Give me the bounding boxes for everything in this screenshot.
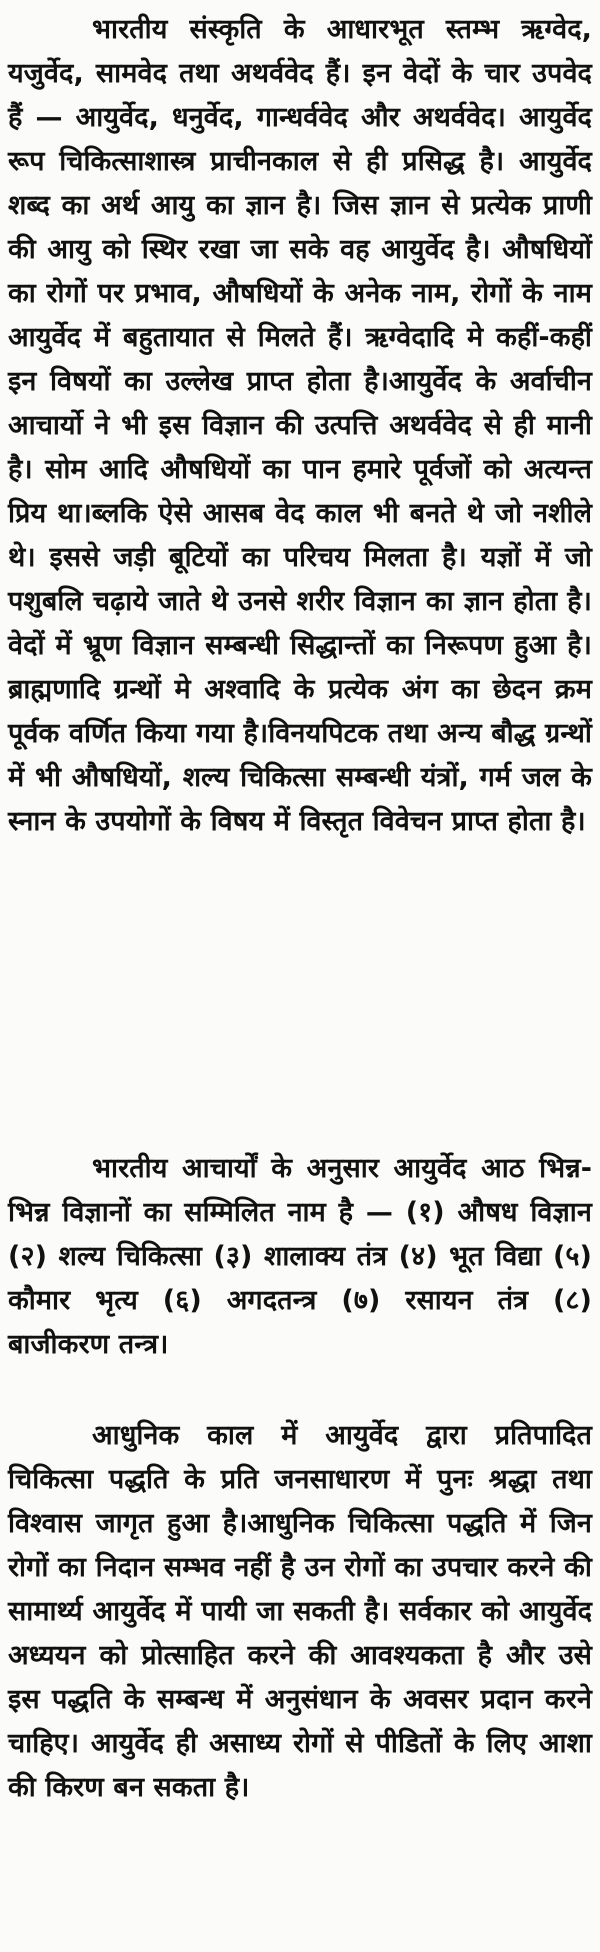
paragraph-ayurveda-origin: भारतीय संस्कृति के आधारभूत स्तम्भ ऋग्वेद, यजुर्वेद, सामवेद तथा अथर्ववेद हैं। इन वेदों के चार उपवेद हैं — आयुर्वेद, धनुर्वेद, गान्धर्ववेद और अथर्ववेद। आयुर्वेद रूप चिकित्साशास्त्र प्राचीनकाल से ही प्रसिद्ध है। आयुर्वेद शब्द का अर्थ आयु का ज्ञान है। जिस ज्ञान से प्रत्येक प्राणी की आयु को स्थिर रखा जा सके वह आयुर्वेद है। औषधियों का रोगों पर प्रभाव, औषधियों के अनेक नाम, रोगों के नाम आयुर्वेद में बहुतायात से मिलते हैं। ऋग्वेदादि मे कहीं-कहीं इन विषयों का उल्लेख प्राप्त होता है।आयुर्वेद के अर्वाचीन आचार्यो ने भी इस विज्ञान की उत्पत्ति अथर्ववेद से ही मानी है। सोम आदि औषधियों का पान हमारे पूर्वजों को अत्यन्त प्रिय था।ब्लकि ऐसे आसब वेद काल भी बनते थे जो नशीले थे। इससे जड़ी बूटियों का परिचय मिलता है। यज्ञों में जो पशुबलि चढ़ाये जाते थे उनसे शरीर विज्ञान का ज्ञान होता है। वेदों में भ्रूण विज्ञान सम्बन्धी सिद्धान्तों का निरूपण हुआ है।ब्राह्मणादि ग्रन्थों मे अश्वादि के प्रत्येक अंग का छेदन क्रम पूर्वक वर्णित किया गया है।विनयपिटक तथा अन्य बौद्ध ग्रन्थों में भी औषधियों, शल्य चिकित्सा सम्बन्धी यंत्रों, गर्म जल के स्नान के उपयोगों के विषय में विस्तृत विवेचन प्राप्त होता है।	[8, 14, 592, 837]
paragraph-modern-relevance: आधुनिक काल में आयुर्वेद द्वारा प्रतिपादित चिकित्सा पद्धति के प्रति जनसाधारण में पुनः श्रद्धा तथा विश्वास जागृत हुआ है।आधुनिक चिकित्सा पद्धति में जिन रोगों का निदान सम्भव नहीं है उन रोगों का उपचार करने की सामार्थ्य आयुर्वेद में पायी जा सकती है। सर्वकार को आयुर्वेद अध्ययन को प्रोत्साहित करने की आवश्यकता है और उसे इस पद्धति के सम्बन्ध में अनुसंधान के अवसर प्रदान करने चाहिए। आयुर्वेद ही असाध्य रोगों से पीडितों के लिए आशा की किरण बन सकता है।	[8, 1420, 592, 1803]
paragraph-eight-branches: भारतीय आचार्यों के अनुसार आयुर्वेद आठ भिन्न-भिन्न विज्ञानों का सम्मिलित नाम है — (१) औषध विज्ञान (२) शल्य चिकित्सा (३) शालाक्य तंत्र (४) भूत विद्या (५) कौमार भृत्य (६) अगदतन्त्र (७) रसायन तंत्र (८) बाजीकरण तन्त्र।	[8, 1153, 592, 1360]
